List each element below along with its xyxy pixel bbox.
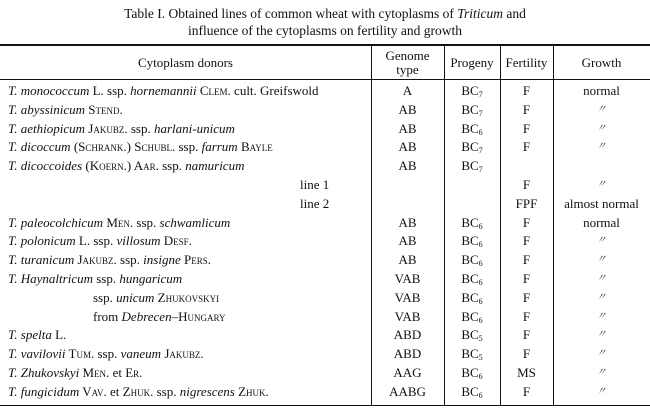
taxon-name: T. paleocolchicum [8,214,104,230]
taxon-name: T. Haynaltricum [8,271,93,286]
fertility-cell: FPF [515,195,538,211]
backcross-generation: 6 [478,315,483,325]
author-name: Desf. [160,233,192,249]
backcross-generation: 5 [478,334,483,344]
backcross-generation: 5 [478,353,483,363]
donor-cell [8,344,371,363]
genome-type-cell: AABG [389,383,426,399]
fertility-cell: F [522,271,531,286]
growth-cell: 〃 [596,348,607,360]
growth-cell: 〃 [596,291,607,303]
table-row [0,156,650,175]
author-name: Er. [125,365,143,380]
progeny-label: BC [461,139,479,155]
donor-cell [8,363,371,382]
header-progeny: Progeny [450,54,494,70]
author-name: Men. [79,365,110,380]
title-genus: Triticum [457,6,503,21]
fertility-cell: F [522,83,531,98]
progeny-label: BC [461,252,479,268]
header-cytoplasm-donors: Cytoplasm donors [138,54,233,70]
genome-type-cell: ABD [393,327,422,343]
donor-cell [8,100,371,119]
taxon-name: T. fungicidum [8,383,80,399]
author-name: –Hungary [171,308,226,324]
progeny-label: BC [461,383,479,399]
genome-type-cell: AB [398,101,417,117]
donor-text: ssp. [153,383,180,399]
taxon-name: insigne [143,252,181,268]
author-name: Jakubz. [85,120,128,136]
author-name: Jakubz. [161,346,204,362]
author-name: Bayle [237,139,273,155]
donor-text: ssp. [92,271,120,286]
taxon-name: Debrecen [121,308,172,324]
fertility-cell: F [522,383,531,399]
donor-cell [8,81,371,100]
author-name: Vav. [79,383,107,399]
fertility-cell: F [522,327,531,343]
table-row [0,363,650,382]
donor-text: ssp. [94,346,121,362]
donor-cell [8,213,371,232]
table-row [0,137,650,156]
progeny-label: BC [461,327,479,343]
table-row [0,100,650,119]
backcross-generation: 6 [478,127,483,137]
author-name: Jakubz. [74,252,117,268]
genome-type-cell: AB [398,158,417,174]
taxon-name: T. dicoccum [8,139,71,155]
taxon-name: T. abyssinicum [8,101,86,117]
growth-cell: normal [583,83,620,98]
author-name: Pers. [180,252,211,268]
progeny-label: BC [461,101,479,117]
growth-cell: 〃 [596,122,607,134]
growth-cell: 〃 [596,329,607,341]
growth-cell: 〃 [596,141,607,153]
fertility-cell: F [522,120,531,136]
progeny-label: BC [461,83,479,98]
progeny-label: BC [461,233,479,249]
backcross-generation: 6 [478,372,483,381]
table-row [0,325,650,344]
genome-type-cell: ABD [393,346,422,362]
author-name: (Koern.) Aar. [82,158,159,174]
donor-text: L. ssp. [75,233,117,249]
author-name: Zhuk. [122,383,154,399]
fertility-cell: MS [517,365,536,380]
genome-type-cell: AB [398,233,417,249]
taxon-name: vaneum [120,346,162,362]
backcross-generation: 6 [478,390,483,400]
donor-cell [8,250,371,269]
growth-cell: 〃 [596,310,607,322]
genome-type-cell: AB [398,214,417,230]
donor-text: ssp. [175,139,202,155]
genome-type-cell: VAB [394,271,421,286]
progeny-cell [444,382,500,405]
donor-text: ssp. [133,214,160,230]
backcross-generation: 6 [478,221,483,231]
progeny-label: BC [461,289,479,305]
growth-cell: 〃 [596,273,607,284]
progeny-label: BC [461,120,479,136]
genome-type-cell: VAB [394,308,421,324]
table-row [0,194,650,213]
progeny-label: BC [461,158,479,174]
donor-cell [8,325,371,344]
author-name: Zhuk. [234,383,269,399]
backcross-generation: 6 [478,296,483,306]
donor-text: L. [51,327,67,343]
donor-cell [8,156,371,175]
growth-cell: almost normal [564,195,639,211]
backcross-generation: 7 [478,165,483,175]
taxon-name: hornemannii [130,83,197,98]
growth-cell: 〃 [596,367,607,378]
taxon-name: T. Zhukovskyi [8,365,80,380]
title-text: Table I. Obtained lines of common wheat with cytoplasms of [124,6,458,21]
genome-type-cell: AAG [393,365,422,380]
author-name: Zhukovskyi [154,289,220,305]
table-row [0,231,650,250]
table-row [0,119,650,138]
taxon-name: nigrescens [179,383,235,399]
table-row [0,250,650,269]
growth-cell: 〃 [596,179,607,190]
fertility-cell: F [522,252,531,268]
taxon-name: T. turanicum [8,252,75,268]
genome-type-cell: AB [398,120,417,136]
progeny-label: BC [461,346,479,362]
taxon-name: villosum [116,233,161,249]
fertility-cell: F [522,346,531,362]
donor-cell [8,119,371,138]
bottom-rule [0,405,650,406]
genome-type-cell: AB [398,252,417,268]
table-row [0,288,650,307]
donor-cell [8,137,371,156]
donor-text: line 2 [300,195,330,211]
fertility-cell: F [522,308,531,324]
donor-text: L. ssp. [89,83,131,98]
donor-text: from [93,308,122,324]
table-row [0,213,650,232]
donor-cell [8,231,371,250]
fertility-cell: F [522,233,531,249]
taxon-name: schwamlicum [159,214,231,230]
backcross-generation: 7 [478,108,483,118]
backcross-generation: 6 [478,240,483,250]
backcross-generation: 6 [478,259,483,269]
fertility-cell: F [522,101,531,117]
taxon-name: farrum [201,139,238,155]
taxon-name: T. vavilovii [8,346,66,362]
taxon-name: harlani-unicum [153,120,235,136]
donor-text: ssp. [93,289,117,305]
genome-type-cell: VAB [394,289,421,305]
taxon-name: hungaricum [119,271,183,286]
table-title-line-1 [0,6,650,22]
genome-type-cell: A [402,83,413,98]
fertility-cell: F [522,214,531,230]
table-row [0,175,650,194]
progeny-label: BC [461,365,479,380]
table-row [0,344,650,363]
growth-cell: 〃 [596,235,607,247]
header-fertility: Fertility [505,54,548,70]
donor-text: ssp. [127,120,154,136]
taxon-name: T. monococcum [8,83,90,98]
backcross-generation: 6 [478,278,483,287]
donor-text: et [109,365,126,380]
author-name: Stend. [85,101,123,117]
growth-cell: normal [583,214,620,230]
taxon-name: namuricum [185,158,245,174]
title-text: and [503,6,526,21]
header-genome-type: Genome type [385,47,430,77]
growth-cell: 〃 [596,385,607,397]
progeny-label: BC [461,308,479,324]
header-growth: Growth [581,54,622,70]
taxon-name: T. polonicum [8,233,76,249]
donor-text: line 1 [300,177,330,192]
donor-text: cult. Greifswold [230,83,319,98]
genome-type-cell: AB [398,139,417,155]
progeny-label: BC [461,214,479,230]
author-name: Tum. [65,346,95,362]
table-row [0,81,650,100]
fertility-cell: F [522,139,531,155]
donor-text: ssp. [116,252,144,268]
donor-text: et [106,383,123,399]
author-name: (Schrank.) Schubl. [70,139,176,155]
table-row [0,269,650,288]
donor-cell [8,269,371,288]
growth-cell: 〃 [596,254,607,266]
donor-text: ssp. [158,158,186,174]
growth-cell: 〃 [596,103,607,115]
fertility-cell: F [522,177,531,192]
author-name: Clem. [196,83,231,98]
table-title-line-2: influence of the cytoplasms on fertility and growth [187,23,463,38]
taxon-name: unicum [116,289,155,305]
taxon-name: T. spelta [8,327,52,343]
table-row [0,307,650,326]
donor-cell [8,382,371,401]
taxon-name: T. aethiopicum [8,120,86,136]
backcross-generation: 7 [478,90,483,99]
fertility-cell: F [522,289,531,305]
taxon-name: T. dicoccoides [8,158,83,174]
progeny-label: BC [461,271,479,286]
table-row [0,382,650,401]
backcross-generation: 7 [478,146,483,156]
author-name: Men. [103,214,134,230]
